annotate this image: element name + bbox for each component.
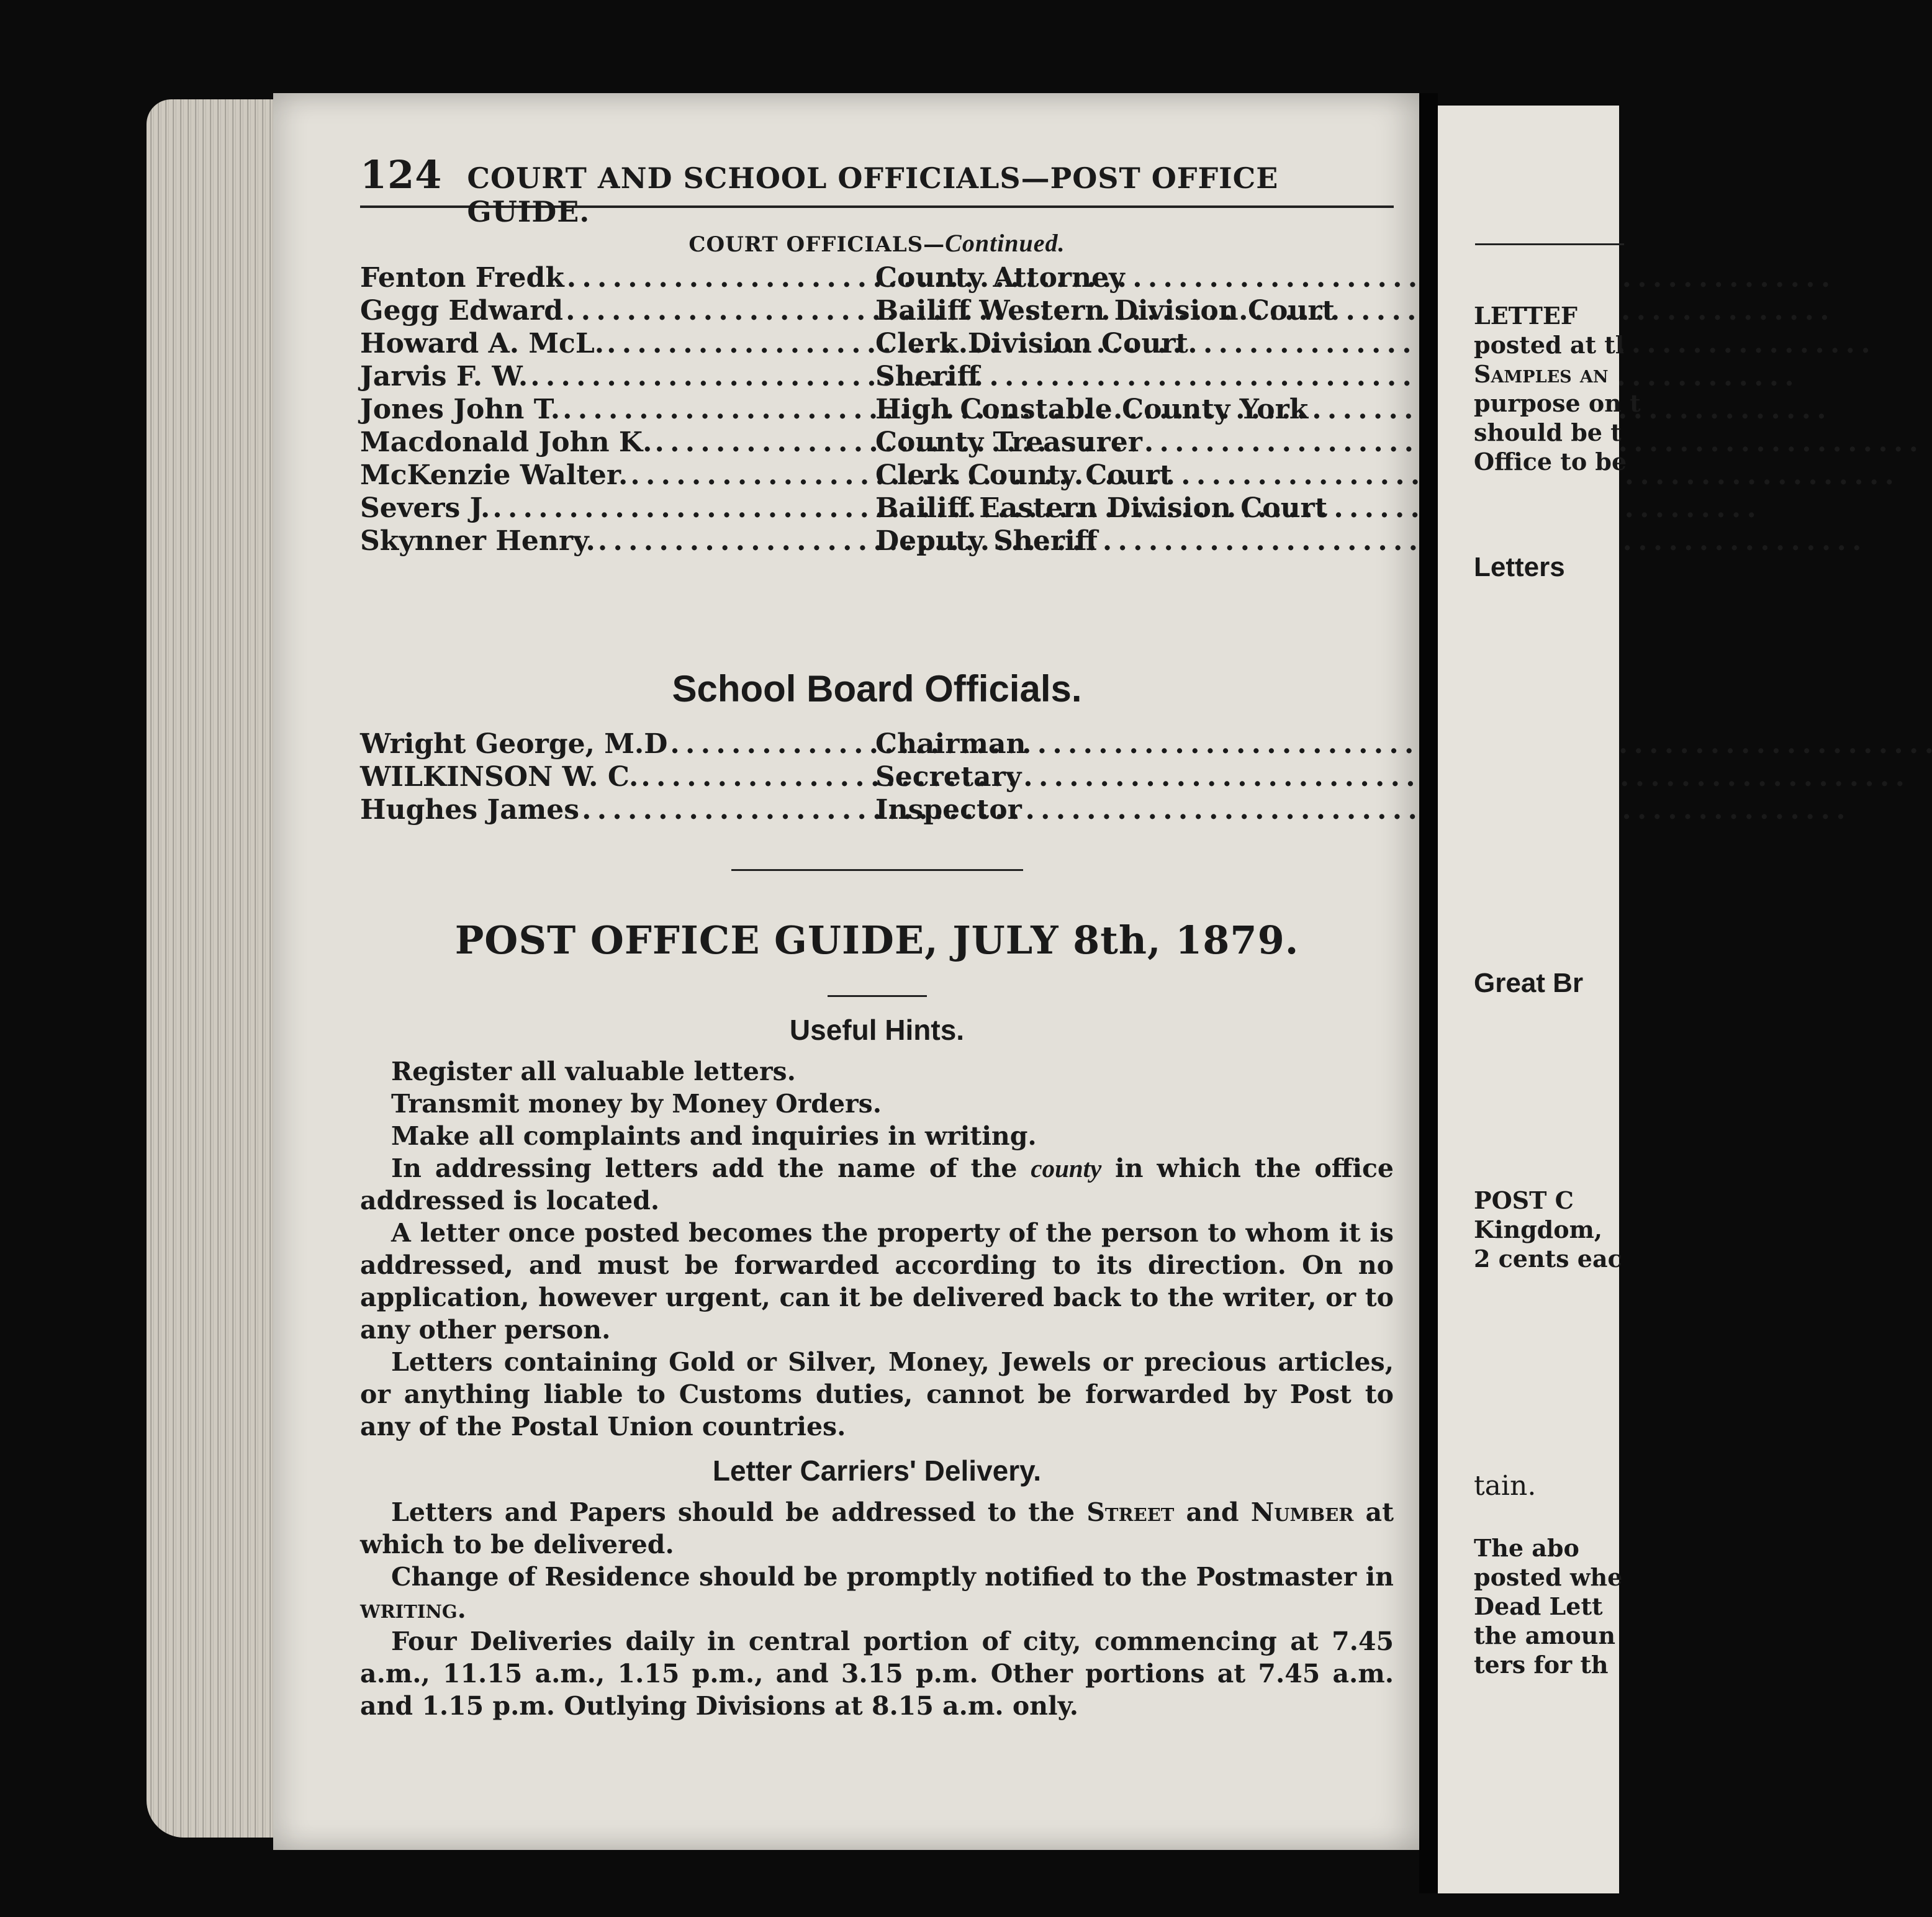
right-text-line: 2 cents eac bbox=[1474, 1245, 1622, 1273]
official-entry bbox=[360, 793, 1394, 826]
official-name: Howard A. McL. bbox=[360, 328, 605, 359]
official-entry bbox=[360, 459, 1394, 492]
residence-paragraph: Change of Residence should be promptly notified to the Postmaster in writing. bbox=[360, 1562, 1394, 1624]
official-role: High Constable County York bbox=[875, 394, 1309, 425]
right-text-line: posted at tl bbox=[1474, 331, 1625, 359]
official-name: McKenzie Walter. bbox=[360, 459, 628, 491]
right-heading: Letters bbox=[1474, 552, 1565, 582]
deliveries-paragraph: Four Deliveries daily in central portion of city, commencing at 7.45 a.m., 11.15 a.m., 1.15 p.m., and 3.15 p.m. Other portions at 7.45 a.m. and 1.15 p.m. Outlying Divisions at 8.15 a.m. only. bbox=[360, 1626, 1394, 1721]
official-name-column bbox=[360, 525, 875, 557]
page-number: 124 bbox=[360, 152, 443, 197]
official-name-column bbox=[360, 426, 875, 459]
post-office-title: POST OFFICE GUIDE, JULY 8th, 1879. bbox=[454, 918, 1299, 963]
right-text-line: should be t bbox=[1474, 418, 1622, 446]
leader-dots bbox=[630, 459, 1892, 492]
useful-hints-title: Useful Hints. bbox=[789, 1014, 965, 1046]
official-role: Bailiff Western Division Court bbox=[875, 295, 1335, 327]
official-role: Chairman bbox=[875, 728, 1026, 760]
official-name-column bbox=[360, 459, 875, 492]
official-name: WILKINSON W. C. bbox=[360, 761, 639, 793]
right-text-line: Samples an bbox=[1474, 360, 1609, 388]
right-text-line: POST C bbox=[1474, 1186, 1574, 1214]
official-role: Deputy Sheriff bbox=[875, 525, 1098, 557]
right-text-line: posted whe bbox=[1474, 1563, 1623, 1591]
right-text-line: Kingdom, bbox=[1474, 1216, 1603, 1243]
county-paragraph: In addressing letters add the name of the county in which the office addressed is located. bbox=[360, 1153, 1394, 1216]
official-name: Fenton Fredk bbox=[360, 262, 564, 294]
school-board-section bbox=[360, 667, 1394, 826]
official-role: County Treasurer bbox=[875, 426, 1142, 458]
official-name-column bbox=[360, 393, 875, 426]
leader-dots bbox=[598, 525, 1860, 557]
running-head-title: COURT AND SCHOOL OFFICIALS—POST OFFICE GUIDE. bbox=[467, 161, 1279, 228]
hint-line: Make all complaints and inquiries in writing. bbox=[391, 1121, 1037, 1151]
right-page-fragment bbox=[1438, 106, 1641, 1893]
official-entry bbox=[360, 426, 1394, 459]
letter-carriers-title: Letter Carriers' Delivery. bbox=[712, 1455, 1042, 1487]
official-entry bbox=[360, 393, 1394, 426]
official-name-column bbox=[360, 793, 875, 826]
right-text-line: purpose on t bbox=[1474, 389, 1641, 417]
official-name: Jarvis F. W. bbox=[360, 361, 528, 392]
court-officials-section bbox=[360, 228, 1394, 557]
official-role: Secretary bbox=[875, 761, 1022, 793]
official-name: Gegg Edward bbox=[360, 295, 564, 327]
hint-line: Register all valuable letters. bbox=[391, 1057, 796, 1086]
useful-hints-body bbox=[360, 1055, 1394, 1443]
official-name: Severs J. bbox=[360, 492, 490, 524]
post-office-section bbox=[360, 869, 1394, 1722]
official-name: Jones John T. bbox=[360, 394, 561, 425]
official-name: Skynner Henry. bbox=[360, 525, 595, 557]
address-paragraph: Letters and Papers should be addressed to the Street and Number at which to be delivered. bbox=[360, 1497, 1394, 1559]
official-entry bbox=[360, 760, 1394, 793]
official-entry bbox=[360, 525, 1394, 557]
official-name-column bbox=[360, 492, 875, 525]
official-role: Bailiff Eastern Division Court bbox=[875, 492, 1328, 524]
court-officials-list bbox=[360, 261, 1394, 557]
leader-dots bbox=[582, 793, 1844, 826]
leader-dots bbox=[607, 327, 1869, 360]
left-page-content bbox=[360, 93, 1403, 1850]
book-gutter bbox=[1419, 93, 1438, 1893]
book-page-edges bbox=[147, 99, 289, 1838]
right-text-line: Office to be bbox=[1474, 448, 1627, 476]
court-officials-heading: COURT OFFICIALS—Continued. bbox=[688, 229, 1065, 257]
official-name: Wright George, M.D bbox=[360, 728, 668, 760]
official-name: Macdonald John K. bbox=[360, 426, 652, 458]
official-name-column bbox=[360, 728, 875, 760]
right-text-line: tain. bbox=[1474, 1470, 1537, 1502]
official-role: Clerk County Court bbox=[875, 459, 1173, 491]
running-head bbox=[360, 152, 1394, 228]
right-text-line: LETTEF bbox=[1474, 302, 1578, 330]
gold-paragraph: Letters containing Gold or Silver, Money, Jewels or precious articles, or anything liable to Customs duties, cannot be forwarded by Post to any of the Postal Union countries. bbox=[360, 1347, 1394, 1441]
school-board-list bbox=[360, 728, 1394, 826]
divider-rule bbox=[731, 869, 1023, 871]
property-paragraph: A letter once posted becomes the property of the person to whom it is addressed, and must be forwarded according to its direction. On no application, however urgent, can it be delivered back to the writer, or to any other person. bbox=[360, 1218, 1394, 1345]
official-name-column bbox=[360, 760, 875, 793]
official-entry bbox=[360, 728, 1394, 760]
official-entry bbox=[360, 261, 1394, 294]
official-name-column bbox=[360, 360, 875, 393]
right-text-line: The abo bbox=[1474, 1534, 1579, 1562]
official-entry bbox=[360, 492, 1394, 525]
official-name-column bbox=[360, 294, 875, 327]
short-divider-rule bbox=[828, 995, 927, 997]
letter-carriers-body bbox=[360, 1496, 1394, 1722]
official-name: Hughes James bbox=[360, 794, 580, 826]
official-role: County Attorney bbox=[875, 262, 1125, 294]
hint-line: Transmit money by Money Orders. bbox=[391, 1089, 882, 1119]
school-board-title: School Board Officials. bbox=[672, 668, 1082, 710]
right-text-line: Dead Lett bbox=[1474, 1592, 1603, 1620]
official-name-column bbox=[360, 261, 875, 294]
right-text-line: ters for th bbox=[1474, 1651, 1609, 1679]
right-heading: Great Br bbox=[1474, 968, 1584, 998]
leader-dots bbox=[654, 426, 1916, 459]
official-role: Sheriff bbox=[875, 361, 980, 392]
right-page-rule bbox=[1475, 243, 1624, 245]
left-page bbox=[273, 93, 1425, 1850]
official-entry bbox=[360, 327, 1394, 360]
leader-dots bbox=[641, 760, 1903, 793]
official-entry bbox=[360, 294, 1394, 327]
leader-dots bbox=[567, 261, 1829, 294]
right-text-line: the amoun bbox=[1474, 1622, 1616, 1649]
official-role: Clerk Division Court bbox=[875, 328, 1188, 359]
official-role: Inspector bbox=[875, 794, 1022, 826]
leader-dots bbox=[670, 728, 1932, 760]
official-entry bbox=[360, 360, 1394, 393]
official-name-column bbox=[360, 327, 875, 360]
